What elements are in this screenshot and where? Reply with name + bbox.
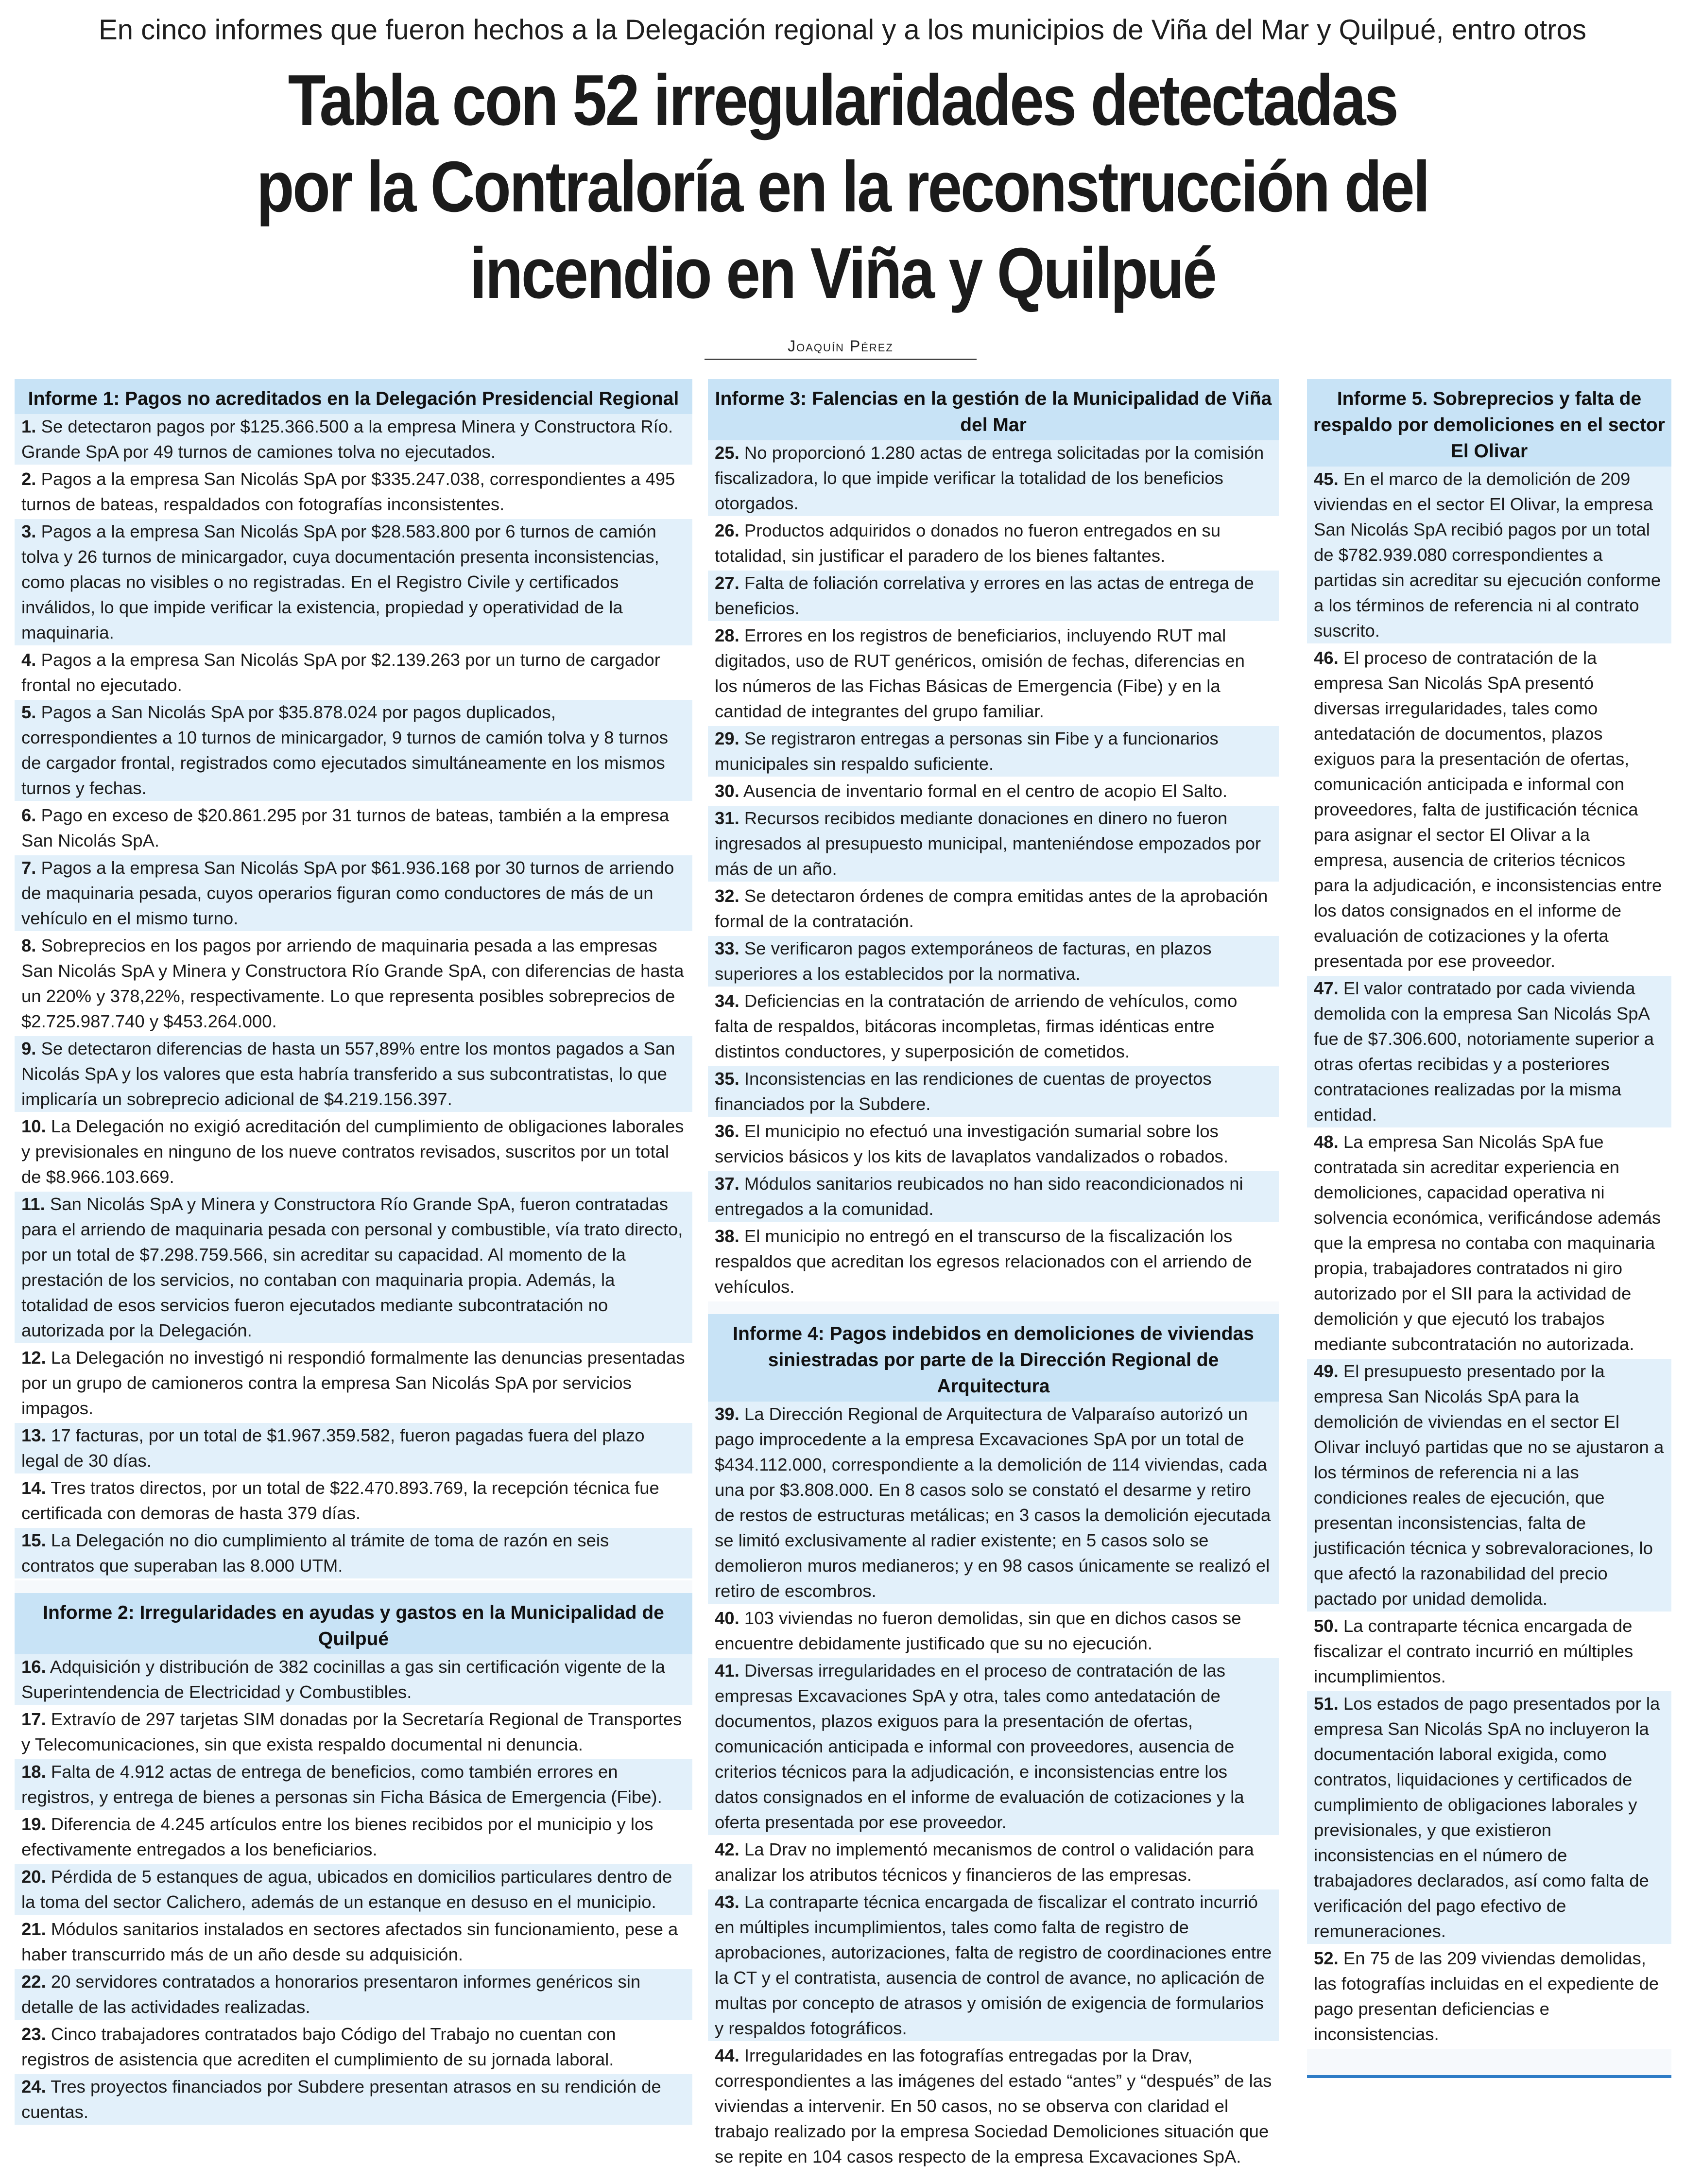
item-text: La Drav no implementó mecanismos de control o validación para analizar los atributos técnicos y financieros de las empresas. <box>715 1839 1254 1885</box>
list-item <box>15 1917 692 1969</box>
list-item <box>15 1654 692 1707</box>
item-number: 1. <box>21 416 36 436</box>
list-item <box>15 1812 692 1864</box>
item-text: En 75 de las 209 viviendas demolidas, las fotografías incluidas en el expediente de pago presentan deficiencias e inconsistencias. <box>1314 1948 1659 2044</box>
list-item <box>708 518 1279 571</box>
item-number: 12. <box>21 1348 46 1368</box>
byline: Joaquín Pérez <box>724 335 957 357</box>
item-number: 22. <box>21 1972 46 1992</box>
item-number: 8. <box>21 936 36 955</box>
headline-line-3: incendio en Viña y Quilpué <box>469 233 1216 313</box>
list-item <box>708 440 1279 518</box>
item-list <box>15 414 692 1580</box>
column-1 <box>15 379 692 2139</box>
section-informe-2 <box>15 1593 692 2127</box>
item-number: 5. <box>21 702 36 722</box>
item-text: Pagos a la empresa San Nicolás SpA por $2.139.263 por un turno de cargador frontal no ejecutado. <box>21 650 660 695</box>
list-item <box>708 1171 1279 1224</box>
item-number: 39. <box>715 1404 739 1424</box>
item-number: 2. <box>21 469 36 489</box>
list-item <box>1307 1129 1671 1359</box>
list-item <box>15 1528 692 1580</box>
list-item <box>708 1224 1279 1301</box>
list-item <box>15 647 692 700</box>
item-text: Falta de 4.912 actas de entrega de beneficios, como también errores en registros, y entrega de bienes a personas sin Ficha Básica de Emergencia (Fibe). <box>21 1762 662 1807</box>
item-text: Errores en los registros de beneficiarios, incluyendo RUT mal digitados, uso de RUT genéricos, omisión de fechas, diferencias en los números de las Fichas Básicas de Emergencia (Fibe) y en la cantidad de integrantes del grupo familiar. <box>715 625 1245 721</box>
item-number: 13. <box>21 1425 46 1445</box>
list-item <box>708 1119 1279 1171</box>
section-title: Informe 5. Sobreprecios y falta de respaldo por demoliciones en el sector El Olivar <box>1307 379 1671 467</box>
item-number: 51. <box>1314 1694 1339 1714</box>
item-number: 35. <box>715 1069 739 1089</box>
list-item <box>15 467 692 519</box>
list-item <box>708 806 1279 884</box>
item-text: Se detectaron órdenes de compra emitidas antes de la aprobación formal de la contratación. <box>715 886 1268 931</box>
kicker: En cinco informes que fueron hechos a la Delegación regional y a los municipios de Viña del Mar y Quilpué, entro otros <box>99 14 1586 46</box>
item-text: Tres tratos directos, por un total de $22.470.893.769, la recepción técnica fue certificada con demoras de hasta 379 días. <box>21 1478 659 1523</box>
item-text: La contraparte técnica encargada de fiscalizar el contrato incurrió en múltiples incumplimientos. <box>1314 1616 1633 1686</box>
section-title: Informe 3: Falencias en la gestión de la Municipalidad de Viña del Mar <box>708 379 1279 440</box>
item-number: 42. <box>715 1839 739 1859</box>
item-text: Módulos sanitarios reubicados no han sido reacondicionados ni entregados a la comunidad. <box>715 1174 1243 1219</box>
item-text: La empresa San Nicolás SpA fue contratada sin acreditar experiencia en demoliciones, capacidad operativa ni solvencia económica, verificándose además que la empresa no contaba con maquinaria propia, trabajadores contratados ni giro autorizado por el SII para la actividad de demolición y que ejecutó los trabajos mediante subcontratación no autorizada. <box>1314 1132 1661 1354</box>
item-text: 20 servidores contratados a honorarios presentaron informes genéricos sin detalle de las actividades realizadas. <box>21 1972 641 2017</box>
item-number: 32. <box>715 886 739 906</box>
item-number: 36. <box>715 1121 739 1141</box>
list-item <box>708 2043 1279 2171</box>
item-text: Módulos sanitarios instalados en sectores afectados sin funcionamiento, pese a haber transcurrido más de un año desde su adquisición. <box>21 1919 678 1964</box>
item-text: Se detectaron diferencias de hasta un 557,89% entre los montos pagados a San Nicolás SpA y los valores que esta habría transferido a sus subcontratistas, lo que implicaría un sobreprecio adicional de $4.219.156.397. <box>21 1039 675 1109</box>
item-number: 34. <box>715 991 739 1011</box>
item-number: 20. <box>21 1867 46 1887</box>
item-text: San Nicolás SpA y Minera y Constructora Río Grande SpA, fueron contratadas para el arriendo de maquinaria pesada con personal y combustible, vía trato directo, por un total de $7.298.759.566, sin acreditar su capacidad. Al momento de la prestación de los servicios, no contaban con maquinaria propia. Además, la totalidad de esos servicios fueron ejecutados mediante subcontratación no autorizada por la Delegación. <box>21 1194 683 1340</box>
item-number: 28. <box>715 625 739 645</box>
list-item <box>15 414 692 467</box>
item-number: 25. <box>715 443 739 463</box>
list-item <box>708 726 1279 779</box>
list-item <box>708 1606 1279 1658</box>
item-text: El municipio no efectuó una investigación sumarial sobre los servicios básicos y los kits de lavaplatos vandalizados o robados. <box>715 1121 1229 1166</box>
item-number: 31. <box>715 808 739 828</box>
list-item <box>708 1402 1279 1606</box>
list-item <box>15 1114 692 1192</box>
list-item <box>1307 1946 1671 2049</box>
item-text: Diferencia de 4.245 artículos entre los bienes recibidos por el municipio y los efectivamente entregados a los beneficiarios. <box>21 1814 653 1859</box>
item-text: Sobreprecios en los pagos por arriendo de maquinaria pesada a las empresas San Nicolás SpA y Minera y Constructora Río Grande SpA, con diferencias de hasta un 220% y 378,22%, respectivamente. Lo que representa posibles sobreprecios de $2.725.987.740 y $453.264.000. <box>21 936 684 1031</box>
item-text: Cinco trabajadores contratados bajo Código del Trabajo no cuentan con registros de asistencia que acrediten el cumplimiento de su jornada laboral. <box>21 2024 616 2069</box>
item-text: Pagos a San Nicolás SpA por $35.878.024 por pagos duplicados, correspondientes a 10 turnos de minicargador, 9 turnos de camión tolva y 8 turnos de cargador frontal, registrados como ejecutados simultáneamente en los mismos turnos y fechas. <box>21 702 668 798</box>
item-list <box>708 440 1279 1301</box>
item-number: 4. <box>21 650 36 670</box>
item-number: 19. <box>21 1814 46 1834</box>
item-number: 6. <box>21 805 36 825</box>
item-number: 30. <box>715 781 739 801</box>
item-number: 40. <box>715 1608 739 1628</box>
item-number: 24. <box>21 2077 46 2097</box>
item-text: Pagos a la empresa San Nicolás SpA por $335.247.038, correspondientes a 495 turnos de bateas, respaldados con fotografías inconsistentes. <box>21 469 675 514</box>
item-number: 44. <box>715 2045 739 2065</box>
headline-line-1: Tabla con 52 irregularidades detectadas <box>288 60 1397 140</box>
column-3 <box>1307 379 1671 2062</box>
item-list <box>708 1402 1279 2171</box>
section-informe-5 <box>1307 379 1671 2049</box>
item-text: Se verificaron pagos extemporáneos de facturas, en plazos superiores a los establecidos por la normativa. <box>715 938 1212 984</box>
item-number: 33. <box>715 938 739 958</box>
list-item <box>1307 976 1671 1129</box>
headline <box>118 57 1567 317</box>
list-item <box>15 1475 692 1528</box>
list-item <box>708 884 1279 936</box>
list-item <box>708 1658 1279 1837</box>
list-item <box>15 700 692 803</box>
item-number: 9. <box>21 1039 36 1058</box>
item-number: 21. <box>21 1919 46 1939</box>
list-item <box>1307 1613 1671 1691</box>
item-number: 52. <box>1314 1948 1339 1968</box>
item-number: 29. <box>715 728 739 748</box>
item-text: 103 viviendas no fueron demolidas, sin que en dichos casos se encuentre debidamente justificado que su no ejecución. <box>715 1608 1241 1653</box>
item-text: En el marco de la demolición de 209 viviendas en el sector El Olivar, la empresa San Nicolás SpA recibió pagos por un total de $782.939.080 correspondientes a partidas sin acreditar su ejecución conforme a los términos de referencia ni al contrato suscrito. <box>1314 469 1661 641</box>
item-text: Inconsistencias en las rendiciones de cuentas de proyectos financiados por la Subdere. <box>715 1069 1212 1114</box>
item-text: El valor contratado por cada vivienda demolida con la empresa San Nicolás SpA fue de $7.306.600, notoriamente superior a otras ofertas recibidas y a posteriores contrataciones realizadas por la misma entidad. <box>1314 978 1654 1125</box>
item-number: 3. <box>21 521 36 541</box>
item-number: 48. <box>1314 1132 1339 1152</box>
item-number: 38. <box>715 1226 739 1246</box>
item-text: Pago en exceso de $20.861.295 por 31 turnos de bateas, también a la empresa San Nicolás SpA. <box>21 805 670 850</box>
item-number: 10. <box>21 1116 46 1136</box>
item-list <box>1307 467 1671 2049</box>
item-text: Ausencia de inventario formal en el centro de acopio El Salto. <box>743 781 1228 801</box>
section-informe-3 <box>708 379 1279 1301</box>
item-number: 23. <box>21 2024 46 2044</box>
item-text: Productos adquiridos o donados no fueron entregados en su totalidad, sin justificar el paradero de los bienes faltantes. <box>715 520 1221 566</box>
item-text: La contraparte técnica encargada de fiscalizar el contrato incurrió en múltiples incumplimientos, tales como falta de registro de aprobaciones, autorizaciones, falta de registro de coordinaciones entre la CT y el contratista, ausencia de control de avance, no aplicación de multas por concepto de atrasos y omisión de exigencia de formularios y respaldos fotográficos. <box>715 1892 1272 2038</box>
item-number: 7. <box>21 858 36 878</box>
list-item <box>708 988 1279 1066</box>
list-item <box>15 1345 692 1423</box>
section-informe-1 <box>15 379 692 1580</box>
item-text: La Delegación no investigó ni respondió formalmente las denuncias presentadas por un grupo de camioneros contra la empresa San Nicolás SpA por servicios impagos. <box>21 1348 685 1418</box>
list-item <box>15 803 692 855</box>
item-text: Irregularidades en las fotografías entregadas por la Drav, correspondientes a las imágenes del estado “antes” y “después” de las viviendas a intervenir. En 50 casos, no se observa con claridad el trabajo realizado por la empresa Sociedad Demoliciones situación que se repite en 104 casos respecto de la empresa Excavaciones SpA. <box>715 2045 1272 2167</box>
item-text: 17 facturas, por un total de $1.967.359.582, fueron pagadas fuera del plazo legal de 30 días. <box>21 1425 645 1471</box>
item-number: 43. <box>715 1892 739 1912</box>
item-text: Falta de foliación correlativa y errores en las actas de entrega de beneficios. <box>715 573 1254 618</box>
list-item <box>1307 1359 1671 1613</box>
item-text: El presupuesto presentado por la empresa San Nicolás SpA para la demolición de viviendas en el sector El Olivar incluyó partidas que no se ajustaron a los términos de referencia ni a las condiciones reales de ejecución, que presentan inconsistencias, falta de justificación técnica y sobrevaloraciones, lo que afectó la razonabilidad del precio pactado por unidad demolida. <box>1314 1361 1664 1609</box>
item-number: 17. <box>21 1709 46 1729</box>
list-item <box>15 2022 692 2074</box>
section-informe-4 <box>708 1314 1279 2171</box>
item-text: Adquisición y distribución de 382 cocinillas a gas sin certificación vigente de la Superintendencia de Electricidad y Combustibles. <box>21 1657 665 1702</box>
item-text: Tres proyectos financiados por Subdere presentan atrasos en su rendición de cuentas. <box>21 2077 661 2122</box>
item-text: Se registraron entregas a personas sin Fibe y a funcionarios municipales sin respaldo suficiente. <box>715 728 1219 774</box>
item-text: Diversas irregularidades en el proceso de contratación de las empresas Excavaciones SpA y otra, tales como antedatación de documentos, plazos exiguos para la presentación de ofertas, comunicación anticipada e informal con proveedores, ausencia de criterios técnicos para la adjudicación, e inconsistencias entre los datos consignados en el informe de evaluación de cotizaciones y la oferta presentada por ese proveedor. <box>715 1661 1244 1832</box>
list-item <box>1307 1691 1671 1946</box>
item-text: Deficiencias en la contratación de arriendo de vehículos, como falta de respaldos, bitácoras incompletas, firmas idénticas entre distintos conductores, y superposición de cometidos. <box>715 991 1238 1061</box>
item-text: Recursos recibidos mediante donaciones en dinero no fueron ingresados al presupuesto municipal, manteniéndose empozados por más de un año. <box>715 808 1261 879</box>
list-item <box>1307 467 1671 645</box>
item-text: Se detectaron pagos por $125.366.500 a la empresa Minera y Constructora Río. Grande SpA por 49 turnos de camiones tolva no ejecutados. <box>21 416 673 462</box>
list-item <box>708 936 1279 988</box>
list-item <box>708 1066 1279 1119</box>
list-item <box>15 519 692 647</box>
item-number: 41. <box>715 1661 739 1681</box>
list-item <box>15 1759 692 1812</box>
item-text: El proceso de contratación de la empresa San Nicolás SpA presentó diversas irregularidades, tales como antedatación de documentos, plazos exiguos para la presentación de ofertas, comunicación anticipada e informal con proveedores, falta de justificación técnica para asignar el sector El Olivar a la empresa, ausencia de criterios técnicos para la adjudicación, e inconsistencias entre los datos consignados en el informe de evaluación de cotizaciones y la oferta presentada por ese proveedor. <box>1314 648 1662 971</box>
item-text: Extravío de 297 tarjetas SIM donadas por la Secretaría Regional de Transportes y Telecomunicaciones, sin que exista respaldo documental ni denuncia. <box>21 1709 682 1754</box>
list-item <box>15 855 692 933</box>
list-item <box>708 1837 1279 1889</box>
item-number: 11. <box>21 1194 45 1214</box>
list-item <box>15 1969 692 2022</box>
item-number: 15. <box>21 1530 46 1550</box>
item-number: 49. <box>1314 1361 1339 1381</box>
item-text: La Delegación no dio cumplimiento al trámite de toma de razón en seis contratos que superaban las 8.000 UTM. <box>21 1530 609 1576</box>
item-text: La Delegación no exigió acreditación del cumplimiento de obligaciones laborales y previsionales en ninguno de los nueve contratos revisados, suscritos por un total de $8.966.103.669. <box>21 1116 684 1187</box>
item-number: 26. <box>715 520 739 540</box>
item-text: No proporcionó 1.280 actas de entrega solicitadas por la comisión fiscalizadora, lo que impide verificar la totalidad de los beneficios otorgados. <box>715 443 1264 513</box>
list-item <box>708 623 1279 726</box>
item-number: 46. <box>1314 648 1339 668</box>
item-number: 18. <box>21 1762 46 1782</box>
list-item <box>15 1192 692 1345</box>
section-title: Informe 1: Pagos no acreditados en la Delegación Presidencial Regional <box>15 379 692 414</box>
list-item <box>708 1889 1279 2043</box>
item-text: La Dirección Regional de Arquitectura de Valparaíso autorizó un pago improcedente a la empresa Excavaciones SpA por un total de $434.112.000, correspondiente a la demolición de 114 viviendas, cada una por $3.808.000. En 8 casos solo se constató el desarme y retiro de restos de estructuras metálicas; en 3 casos la demolición ejecutada se limitó exclusivamente al radier existente; en 5 casos solo se demolieron muros medianeros; y en 98 casos únicamente se realizó el retiro de escombros. <box>715 1404 1271 1601</box>
item-number: 16. <box>21 1657 46 1677</box>
item-list <box>15 1654 692 2127</box>
item-number: 45. <box>1314 469 1339 489</box>
list-item <box>708 571 1279 623</box>
section-title: Informe 4: Pagos indebidos en demoliciones de viviendas siniestradas por parte de la Dirección Regional de Arquitectura <box>708 1314 1279 1402</box>
item-number: 27. <box>715 573 739 593</box>
list-item <box>1307 645 1671 976</box>
item-number: 14. <box>21 1478 46 1498</box>
item-number: 37. <box>715 1174 739 1194</box>
list-item <box>15 1423 692 1475</box>
item-text: Pagos a la empresa San Nicolás SpA por $61.936.168 por 30 turnos de arriendo de maquinaria pesada, cuyos operarios figuran como conductores de más de un vehículo en el mismo turno. <box>21 858 674 928</box>
item-number: 50. <box>1314 1616 1339 1636</box>
headline-line-2: por la Contraloría en la reconstrucción del <box>256 147 1429 227</box>
list-item <box>15 2074 692 2127</box>
list-item <box>15 1864 692 1917</box>
column-2 <box>708 379 1279 2184</box>
list-item <box>15 1036 692 1114</box>
list-item <box>15 933 692 1036</box>
item-number: 47. <box>1314 978 1339 998</box>
item-text: Pérdida de 5 estanques de agua, ubicados en domicilios particulares dentro de la toma del sector Calichero, además de un estanque en desuso en el municipio. <box>21 1867 672 1912</box>
item-text: Los estados de pago presentados por la empresa San Nicolás SpA no incluyeron la documentación laboral exigida, como contratos, liquidaciones y certificados de cumplimiento de obligaciones laborales y previsionales, y que existieron inconsistencias en el número de trabajadores declarados, así como falta de verificación del pago efectivo de remuneraciones. <box>1314 1694 1660 1941</box>
list-item <box>15 1707 692 1759</box>
list-item <box>708 779 1279 806</box>
item-text: Pagos a la empresa San Nicolás SpA por $28.583.800 por 6 turnos de camión tolva y 26 turnos de minicargador, cuya documentación presenta inconsistencias, como placas no visibles o no registradas. En el Registro Civile y certificados inválidos, lo que impide verificar la existencia, propiedad y operatividad de la maquinaria. <box>21 521 659 642</box>
item-text: El municipio no entregó en el transcurso de la fiscalización los respaldos que acreditan los egresos relacionados con el arriendo de vehículos. <box>715 1226 1252 1297</box>
section-title: Informe 2: Irregularidades en ayudas y gastos en la Municipalidad de Quilpué <box>15 1593 692 1654</box>
